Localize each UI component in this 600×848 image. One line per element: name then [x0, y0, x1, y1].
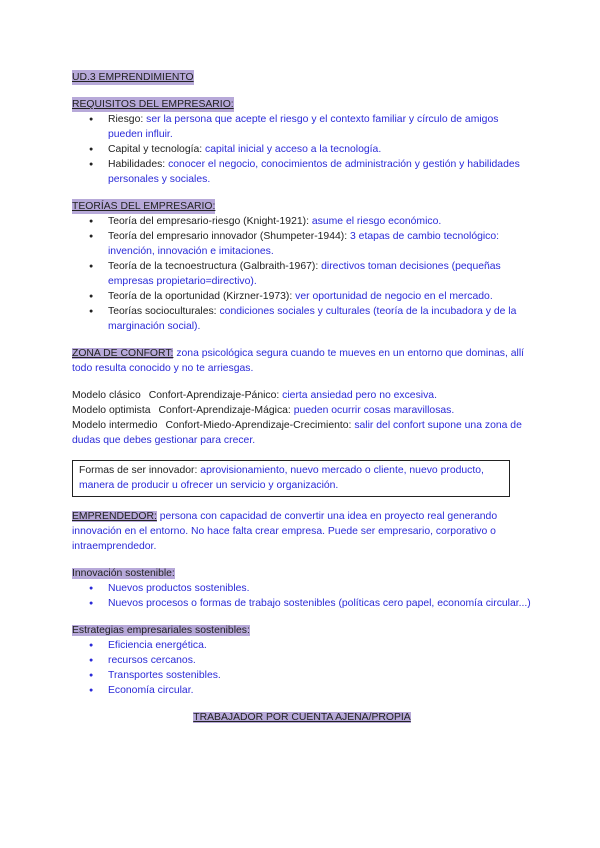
- zona-section: [72, 346, 532, 376]
- estrategias-list: [72, 638, 532, 698]
- innovacion-list: [72, 581, 532, 611]
- zona-text: zona psicológica segura cuando te mueves en un entorno que dominas, allí todo resulta conocido y no te arriesgas.: [72, 348, 525, 374]
- list-item: ● Teoría del empresario-riesgo (Knight-1921): asume el riesgo económico.: [108, 214, 532, 229]
- document-page: [72, 70, 532, 725]
- emprendedor-heading: EMPRENDEDOR:: [72, 511, 157, 522]
- list-item: ● Teorías socioculturales: condiciones sociales y culturales (teoría de la incubadora y de la marginación social).: [108, 304, 532, 334]
- teorias-section: [72, 199, 532, 334]
- footer-heading: TRABAJADOR POR CUENTA AJENA/PROPIA: [193, 712, 411, 723]
- modelo-line: Modelo intermedio Confort-Miedo-Aprendizaje-Crecimiento: salir del confort supone una zona de dudas que debes gestionar para crecer.: [72, 420, 522, 446]
- list-item: ● Nuevos procesos o formas de trabajo sostenibles (políticas cero papel, economía circular...): [108, 596, 532, 611]
- list-item: ● Eficiencia energética.: [108, 638, 532, 653]
- teorias-list: [72, 214, 532, 334]
- requisitos-list: [72, 112, 532, 187]
- footer-section: [72, 710, 532, 725]
- formas-text: aprovisionamiento, nuevo mercado o cliente, nuevo producto, manera de producir u ofrecer un servicio y organización.: [79, 465, 484, 491]
- list-item: ● Nuevos productos sostenibles.: [108, 581, 532, 596]
- list-item: ● Teoría de la oportunidad (Kirzner-1973): ver oportunidad de negocio en el mercado.: [108, 289, 532, 304]
- innovacion-section: [72, 566, 532, 611]
- estrategias-section: [72, 623, 532, 698]
- list-item: ● Teoría de la tecnoestructura (Galbraith-1967): directivos toman decisiones (pequeñas empresas propietario=directivo).: [108, 259, 532, 289]
- innovacion-heading: Innovación sostenible:: [72, 568, 175, 579]
- list-item: ● Habilidades: conocer el negocio, conocimientos de administración y gestión y habilidades personales y sociales.: [108, 157, 532, 187]
- document-title: UD.3 EMPRENDIMIENTO: [72, 72, 194, 83]
- list-item: ● Capital y tecnología: capital inicial y acceso a la tecnología.: [108, 142, 532, 157]
- modelo-line: Modelo optimista Confort-Aprendizaje-Mágica: pueden ocurrir cosas maravillosas.: [72, 405, 455, 416]
- requisitos-heading: REQUISITOS DEL EMPRESARIO:: [72, 99, 234, 110]
- list-item: ● Transportes sostenibles.: [108, 668, 532, 683]
- modelos-section: [72, 388, 532, 448]
- emprendedor-section: [72, 509, 532, 554]
- requisitos-section: [72, 97, 532, 187]
- teorias-heading: TEORÍAS DEL EMPRESARIO:: [72, 201, 216, 212]
- modelo-line: Modelo clásico Confort-Aprendizaje-Pánico: cierta ansiedad pero no excesiva.: [72, 390, 437, 401]
- formas-label: Formas de ser innovador:: [79, 465, 198, 476]
- list-item: ● recursos cercanos.: [108, 653, 532, 668]
- estrategias-heading: Estrategias empresariales sostenibles:: [72, 625, 250, 636]
- list-item: ● Economía circular.: [108, 683, 532, 698]
- list-item: ● Teoría del empresario innovador (Shumpeter-1944): 3 etapas de cambio tecnológico: invención, innovación e imitaciones.: [108, 229, 532, 259]
- list-item: ● Riesgo: ser la persona que acepte el riesgo y el contexto familiar y círculo de amigos pueden influir.: [108, 112, 532, 142]
- formas-box: [72, 460, 510, 497]
- zona-heading: ZONA DE CONFORT:: [72, 348, 174, 359]
- emprendedor-text: persona con capacidad de convertir una idea en proyecto real generando innovación en el entorno. No hace falta crear empresa. Puede ser empresario, corporativo o intraemprendedor.: [72, 511, 498, 552]
